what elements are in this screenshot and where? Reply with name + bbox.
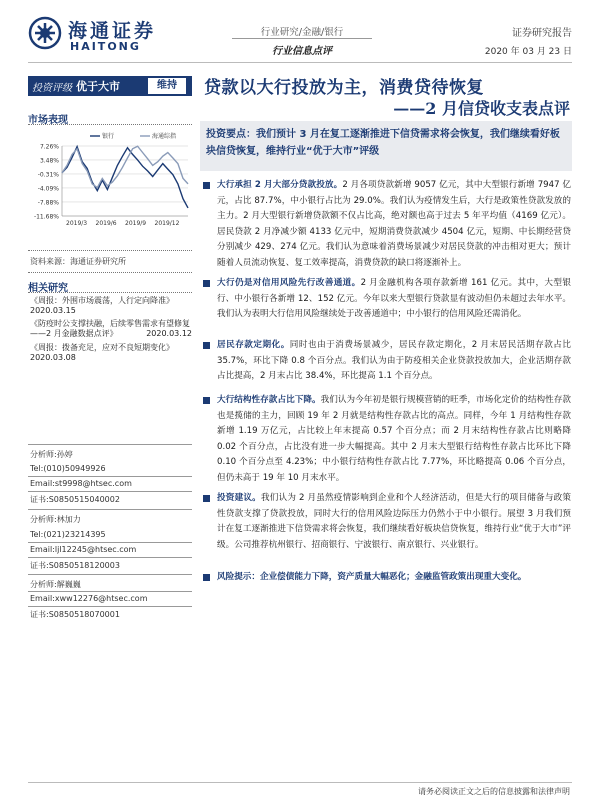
haitong-logo-icon bbox=[28, 16, 62, 50]
bullet-marker-icon bbox=[203, 182, 210, 189]
analyst-divider bbox=[28, 606, 192, 607]
analyst-email[interactable]: Email:ljl12245@htsec.com bbox=[30, 545, 137, 554]
related-research-item[interactable] bbox=[30, 319, 192, 339]
report-subcategory: 行业信息点评 bbox=[272, 46, 332, 57]
analyst-divider bbox=[28, 476, 192, 477]
bullet-marker-icon bbox=[203, 342, 210, 349]
header-rule bbox=[28, 62, 572, 63]
legend-label: 银行 bbox=[102, 133, 115, 140]
section-rule bbox=[28, 124, 192, 125]
report-title: 贷款以大行投放为主，消费贷待恢复 bbox=[204, 78, 484, 98]
market-performance-chart bbox=[28, 128, 192, 232]
x-tick-label: 2019/6 bbox=[95, 220, 117, 227]
bullet-marker-icon bbox=[203, 280, 210, 287]
y-tick-label: -11.68% bbox=[33, 213, 59, 221]
related-research-item[interactable] bbox=[30, 343, 192, 363]
key-point-bullet bbox=[203, 178, 571, 271]
related-research-title: 《周报：拨备充足，应对不良短期变化》 bbox=[30, 343, 174, 352]
analyst-email[interactable]: Email:xww12276@htsec.com bbox=[30, 594, 148, 603]
analyst-tel: Tel:(021)23214395 bbox=[30, 530, 106, 539]
footer-rule bbox=[28, 782, 572, 783]
header-divider bbox=[232, 38, 372, 39]
key-point-bullet bbox=[203, 491, 571, 553]
related-research-date: 2020.03.08 bbox=[30, 353, 76, 362]
analyst-divider bbox=[28, 509, 192, 510]
analyst-email[interactable]: Email:st9998@htsec.com bbox=[30, 479, 132, 488]
bullet-lead: 投资建议。 bbox=[217, 493, 261, 503]
y-tick-label: -0.31% bbox=[37, 171, 59, 179]
investment-summary: 投资要点：我们预计 3 月在复工逐渐推进下信贷需求将会恢复，我们继续看好板块信贷恢复，维持行业“优于大市”评级 bbox=[200, 121, 572, 171]
section-rule bbox=[28, 272, 192, 273]
related-research-date: 2020.03.12 bbox=[146, 329, 192, 338]
series-line-0 bbox=[62, 147, 188, 208]
x-tick-label: 2019/3 bbox=[66, 220, 88, 227]
analyst-cert: 证书:S0850515040002 bbox=[30, 495, 120, 504]
analyst-cert: 证书:S0850518070001 bbox=[30, 610, 120, 619]
analyst-divider bbox=[28, 591, 192, 592]
rating-action: 维持 bbox=[148, 78, 186, 94]
section-rule bbox=[28, 250, 192, 251]
bullet-lead: 居民存款定期化。 bbox=[217, 340, 290, 350]
disclaimer-footer: 请务必阅读正文之后的信息披露和法律声明 bbox=[418, 787, 570, 796]
logo-text-en: HAITONG bbox=[70, 40, 141, 53]
analyst-name: 分析师:解巍巍 bbox=[30, 580, 81, 589]
bullet-marker-icon bbox=[203, 574, 210, 581]
bullet-text: 我们认为 2 月虽然疫情影响到企业和个人经济活动，但是大行的项目储备与政策性贷款支撑了贷款投放，同时大行的信用风险边际压力仍然小于中小银行。展望 3 月我们预计在复工逐渐推进下信贷需求将会恢复，我们继续看好板块信贷恢复，维持行业“优于大市”评级。公司推荐杭州银行、招商银行、宁波银行、南京银行、兴业银行。 bbox=[217, 493, 571, 550]
report-date: 2020 年 03 月 23 日 bbox=[484, 47, 572, 57]
market-performance-heading: 市场表现 bbox=[28, 115, 68, 126]
bullet-lead: 大行承担 2 月大部分贷款投放。 bbox=[217, 180, 343, 190]
rating-value: 优于大市 bbox=[76, 80, 120, 93]
bullet-marker-icon bbox=[203, 495, 210, 502]
bullet-lead: 大行仍是对信用风险先行改善通道。 bbox=[217, 278, 361, 288]
related-research-date: 2020.03.15 bbox=[30, 306, 76, 315]
related-research-heading: 相关研究 bbox=[28, 283, 68, 294]
risk-warning-text: 风险提示：企业偿债能力下降，资产质量大幅恶化；金融监管政策出现重大变化。 bbox=[217, 572, 527, 582]
related-research-title: 《防疫时公支撑扶融，后续零售需求有望修复——2 月金融数据点评》 bbox=[30, 319, 190, 338]
bullet-lead: 大行结构性存款占比下降。 bbox=[217, 395, 321, 405]
company-logo bbox=[28, 14, 168, 54]
analyst-divider bbox=[28, 574, 192, 575]
report-subtitle: ——2 月信贷收支表点评 bbox=[393, 99, 570, 118]
bullet-text: 2 月金融机构各项存款新增 161 亿元。其中，大型银行、中小银行各新增 12、152 亿元。今年以来大型银行贷款显有波动但仍未超过去年水平。我们认为表明大行信用风险继续处于改善通道中；中小银行的信用风险还需消化。 bbox=[217, 278, 571, 319]
y-tick-label: -7.88% bbox=[37, 199, 59, 207]
report-category: 行业研究/金融/银行 bbox=[260, 27, 344, 38]
logo-text-cn: 海通证券 bbox=[68, 20, 157, 42]
legend-label: 海通综指 bbox=[152, 133, 177, 140]
related-research-item[interactable] bbox=[30, 296, 192, 316]
key-point-bullet bbox=[203, 338, 571, 385]
analyst-divider bbox=[28, 542, 192, 543]
y-tick-label: 7.26% bbox=[39, 143, 59, 151]
chart-source: 资料来源：海通证券研究所 bbox=[30, 257, 126, 266]
analyst-cert: 证书:S0850518120003 bbox=[30, 561, 120, 570]
rating-label: 投资评级 bbox=[32, 82, 72, 94]
y-tick-label: 3.48% bbox=[39, 157, 59, 165]
analyst-tel: Tel:(010)50949926 bbox=[30, 464, 106, 473]
bullet-text: 2 月各项贷款新增 9057 亿元，其中大型银行新增 7947 亿元，占比 87.7%，中小银行占比为 29.0%。我们认为疫情发生后，大行是政策性贷款发放的主力。2 月大型银行新增贷款额不仅占比高，绝对额也高于过去 5 年平均值（4169 亿元）。居民贷款 2 月净减少额 4133 亿元中，短期消费贷款减少 4504 亿元，短期、中长期经营贷分别减少 429、274 亿元。我们认为意味着消费场景减少对居民贷款的冲击相对更大；预计随着人员流动恢复、复工效率提高，消费贷款的缺口将逐渐补上。 bbox=[217, 180, 571, 268]
analyst-name: 分析师:林加力 bbox=[30, 515, 81, 524]
investment-rating bbox=[28, 76, 192, 96]
analyst-divider bbox=[28, 557, 192, 558]
x-tick-label: 2019/9 bbox=[125, 220, 147, 227]
section-rule bbox=[28, 292, 192, 293]
analyst-name: 分析师:孙婷 bbox=[30, 450, 73, 459]
risk-warning-bullet bbox=[203, 570, 571, 586]
bullet-text: 同时也由于消费场景减少，居民存款定期化，2 月末居民活期存款占比 35.7%，环比下降 0.8 个百分点。我们认为由于防疫相关企业贷款投放加大，企业活期存款占比提高，2 月末占比 38.4%，环比提高 1.1 个百分点。 bbox=[217, 340, 571, 381]
key-point-bullet bbox=[203, 276, 571, 323]
analyst-divider bbox=[28, 491, 192, 492]
key-point-bullet bbox=[203, 393, 571, 486]
x-tick-label: 2019/12 bbox=[154, 220, 180, 227]
bullet-marker-icon bbox=[203, 397, 210, 404]
bullet-text: 我们认为今年初是银行规模营销的旺季，市场化定价的结构性存款也是揽储的主力，回顾 19 年 2 月就是结构性存款占比的高点。同样，今年 1 月结构性存款新增 1.19 万亿元，占比较上年末提高 0.57 个百分点；而 2 月末结构性存款占比则略降 0.02 个百分点，占比没有进一步大幅提高。其中 2 月末大型银行结构性存款占比环比下降 0.10 个百分点至 4.23%；中小银行结构性存款占比 7.77%，环比略提高 0.06 个百分点，但仍未高于 19 年 10 月末水平。 bbox=[217, 395, 571, 483]
report-type: 证券研究报告 bbox=[512, 28, 572, 39]
related-research-title: 《周报：外围市场震荡，人行定向降准》 bbox=[30, 296, 174, 305]
analyst-divider bbox=[28, 444, 192, 445]
y-tick-label: -4.09% bbox=[37, 185, 59, 193]
